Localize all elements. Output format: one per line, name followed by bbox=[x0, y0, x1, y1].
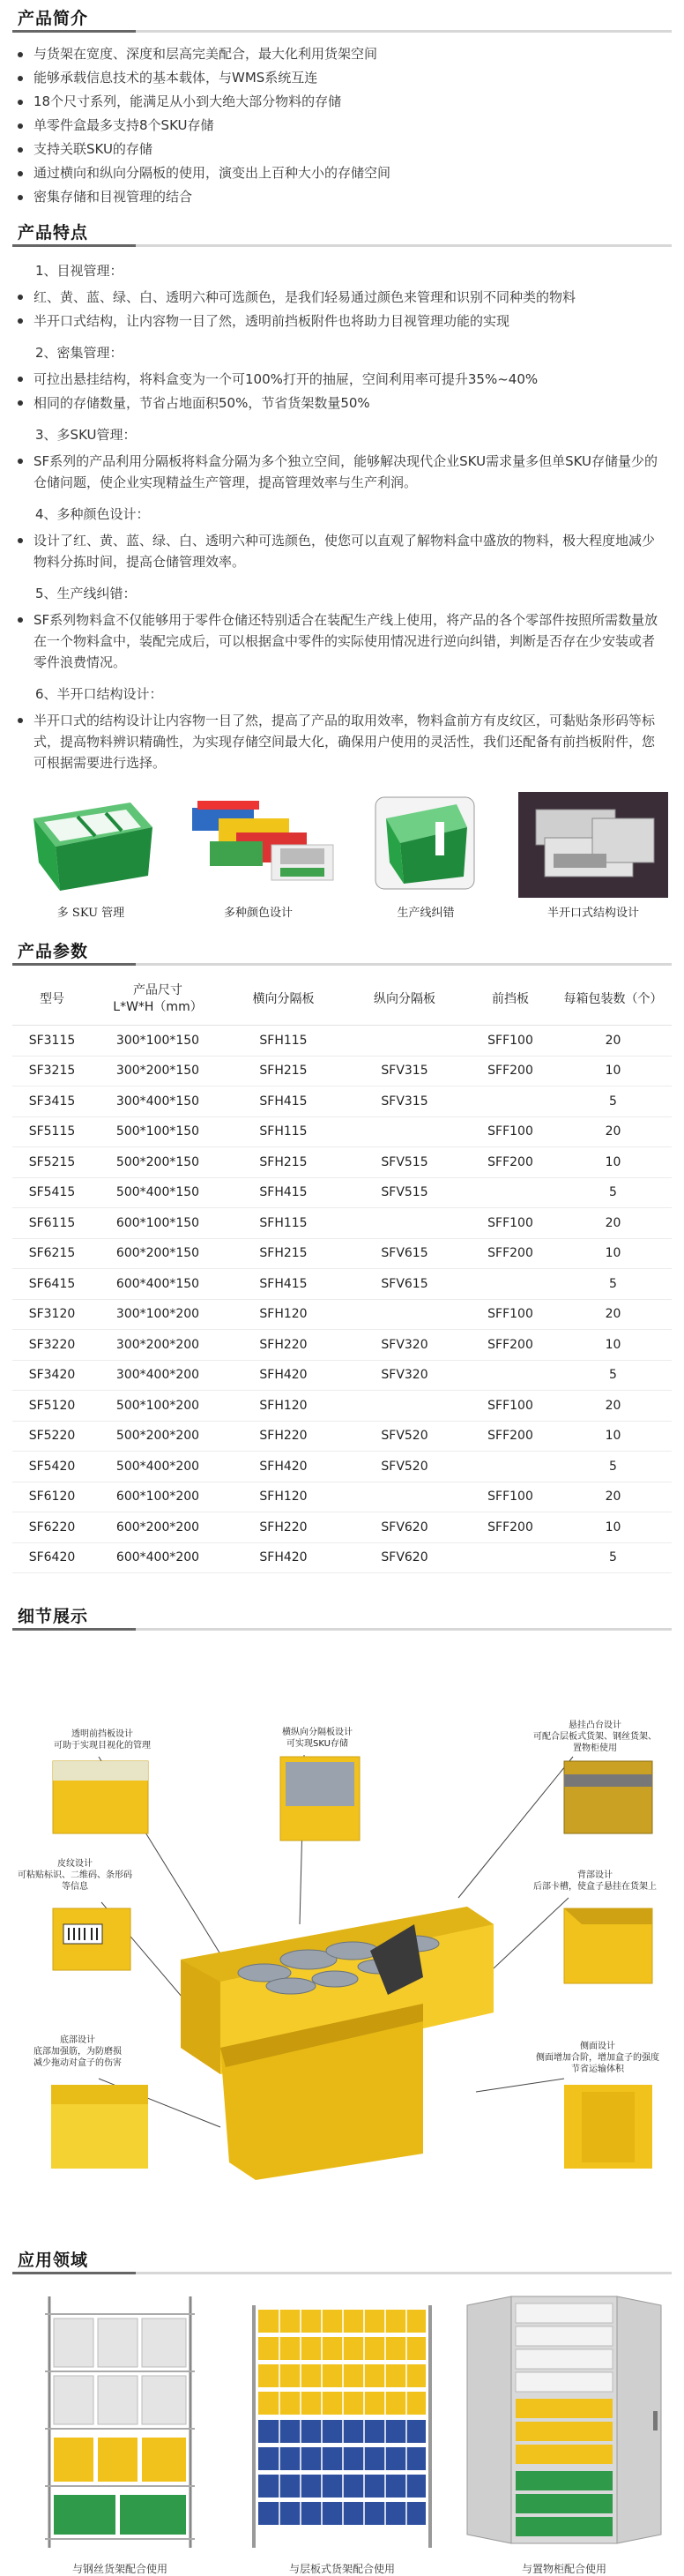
table-cell: 600*100*150 bbox=[92, 1208, 224, 1239]
section-header-applications bbox=[0, 2242, 684, 2277]
multicolor-bins-image bbox=[175, 792, 342, 898]
section-divider bbox=[12, 2272, 672, 2274]
table-cell: SFV515 bbox=[343, 1177, 466, 1208]
table-cell: SFH120 bbox=[224, 1391, 343, 1422]
feature-item: SF系列的产品利用分隔板将料盒分隔为多个独立空间，能够解决现代企业SKU需求量多但单SKU存储量少的仓储问题，使企业实现精益生产管理，提高管理效率与生产利润。 bbox=[0, 451, 684, 493]
table-cell: SF6220 bbox=[12, 1512, 92, 1543]
table-cell: SFH220 bbox=[224, 1421, 343, 1452]
table-cell: SF3420 bbox=[12, 1360, 92, 1391]
intro-item: 能够承载信息技术的基本载体，与WMS系统互连 bbox=[0, 66, 684, 90]
table-cell: SF5220 bbox=[12, 1421, 92, 1452]
table-cell: 10 bbox=[554, 1238, 672, 1269]
table-cell bbox=[466, 1360, 554, 1391]
intro-item: 支持关联SKU的存储 bbox=[0, 138, 684, 161]
table-row bbox=[12, 1086, 672, 1117]
table-cell: 20 bbox=[554, 1299, 672, 1330]
table-row bbox=[12, 1391, 672, 1422]
feature-list bbox=[0, 287, 684, 332]
intro-item: 单零件盒最多支持8个SKU存储 bbox=[0, 114, 684, 138]
table-cell: SF6115 bbox=[12, 1208, 92, 1239]
table-row bbox=[12, 1026, 672, 1057]
table-cell: 20 bbox=[554, 1026, 672, 1057]
feature-list bbox=[0, 710, 684, 773]
table-cell: SF5420 bbox=[12, 1452, 92, 1482]
table-cell: SFF100 bbox=[466, 1026, 554, 1057]
table-cell: 500*100*150 bbox=[92, 1116, 224, 1147]
table-cell: SFF200 bbox=[466, 1147, 554, 1178]
table-cell bbox=[343, 1026, 466, 1057]
table-cell: 500*100*200 bbox=[92, 1391, 224, 1422]
feature-item: SF系列物料盒不仅能够用于零件仓储还特别适合在装配生产线上使用，将产品的各个零部件按照所需数量放在一个物料盒中，装配完成后，可以根据盒中零件的实际使用情况进行逆向纠错，判断是否存在少安装或者零件浪费情况。 bbox=[0, 609, 684, 673]
table-row bbox=[12, 1542, 672, 1573]
table-row bbox=[12, 1056, 672, 1086]
table-cell: SF6415 bbox=[12, 1269, 92, 1300]
label-side: 侧面设计 侧面增加合阶，增加盒子的强度 节省运输体积 bbox=[536, 2042, 659, 2074]
table-cell: SF5115 bbox=[12, 1116, 92, 1147]
table-cell bbox=[343, 1116, 466, 1147]
table-cell: SF5215 bbox=[12, 1147, 92, 1178]
feature-caption: 多种颜色设计 bbox=[223, 907, 293, 920]
table-cell: SFV615 bbox=[343, 1238, 466, 1269]
table-cell: SFH420 bbox=[224, 1452, 343, 1482]
table-cell: SFH120 bbox=[224, 1482, 343, 1512]
table-row bbox=[12, 1512, 672, 1543]
section-divider bbox=[12, 30, 672, 33]
section-title: 应用领域 bbox=[18, 2251, 89, 2270]
section-header-params bbox=[0, 933, 684, 968]
table-cell: 600*200*200 bbox=[92, 1512, 224, 1543]
feature-item: 可拉出悬挂结构，将料盒变为一个可100%打开的抽屉，空间利用率可提升35%~40% bbox=[0, 369, 684, 390]
table-cell: 5 bbox=[554, 1542, 672, 1573]
table-cell: 5 bbox=[554, 1177, 672, 1208]
feature-list bbox=[0, 609, 684, 673]
section-divider bbox=[12, 963, 672, 966]
table-cell: 500*400*200 bbox=[92, 1452, 224, 1482]
feature-caption: 生产线纠错 bbox=[397, 907, 455, 920]
table-cell bbox=[343, 1299, 466, 1330]
feature-heading: 2、密集管理： bbox=[35, 345, 123, 361]
table-header-cell: 横向分隔板 bbox=[224, 974, 343, 1026]
table-cell: 500*200*150 bbox=[92, 1147, 224, 1178]
table-cell: SF5120 bbox=[12, 1391, 92, 1422]
table-cell: SFH220 bbox=[224, 1330, 343, 1361]
table-cell: SFF200 bbox=[466, 1056, 554, 1086]
table-cell bbox=[343, 1482, 466, 1512]
green-bin-image bbox=[25, 792, 157, 898]
detail-diagram bbox=[0, 1633, 684, 2242]
table-row bbox=[12, 1330, 672, 1361]
table-cell: 300*100*150 bbox=[92, 1026, 224, 1057]
table-row bbox=[12, 1116, 672, 1147]
application-caption: 与层板式货架配合使用 bbox=[288, 2563, 395, 2575]
table-cell: 300*200*150 bbox=[92, 1056, 224, 1086]
table-cell: SF6215 bbox=[12, 1238, 92, 1269]
layer-shelf-image bbox=[241, 2288, 443, 2552]
table-cell bbox=[466, 1086, 554, 1117]
cabinet-image bbox=[463, 2288, 665, 2552]
intro-item: 与货架在宽度、深度和层高完美配合，最大化利用货架空间 bbox=[0, 42, 684, 66]
label-hanging: 悬挂凸台设计 可配合层板式货架、钢丝货架、 置物柜使用 bbox=[533, 1721, 657, 1753]
feature-caption: 半开口式结构设计 bbox=[546, 907, 639, 920]
table-header-cell: 每箱包装数（个） bbox=[554, 974, 672, 1026]
table-cell: 300*200*200 bbox=[92, 1330, 224, 1361]
table-cell: 300*400*150 bbox=[92, 1086, 224, 1117]
feature-image-multi-sku bbox=[12, 792, 169, 924]
label-dividers: 横纵向分隔板设计 可实现SKU存储 bbox=[282, 1728, 353, 1749]
feature-image-error-proofing bbox=[347, 792, 504, 924]
section-title: 产品特点 bbox=[18, 223, 89, 243]
table-cell: SFH415 bbox=[224, 1086, 343, 1117]
label-bottom: 底部设计 底部加强筋，为防磨损 减少拖动对盒子的伤害 bbox=[33, 2035, 122, 2068]
table-cell: SFV320 bbox=[343, 1360, 466, 1391]
table-row bbox=[12, 1238, 672, 1269]
table-header-cell: 纵向分隔板 bbox=[343, 974, 466, 1026]
features-list bbox=[0, 250, 684, 773]
label-texture: 皮纹设计 可粘贴标识、二维码、条形码 等信息 bbox=[18, 1859, 132, 1892]
table-row bbox=[12, 1177, 672, 1208]
table-cell: 20 bbox=[554, 1208, 672, 1239]
table-cell: 20 bbox=[554, 1482, 672, 1512]
table-cell: 5 bbox=[554, 1452, 672, 1482]
table-cell: SFF100 bbox=[466, 1116, 554, 1147]
table-cell: 10 bbox=[554, 1056, 672, 1086]
table-cell: SFF200 bbox=[466, 1512, 554, 1543]
table-cell: 10 bbox=[554, 1147, 672, 1178]
table-cell bbox=[466, 1269, 554, 1300]
intro-item: 密集存储和目视管理的结合 bbox=[0, 185, 684, 209]
section-divider bbox=[12, 1628, 672, 1631]
table-cell: SFH415 bbox=[224, 1269, 343, 1300]
table-cell: SFH420 bbox=[224, 1360, 343, 1391]
table-body bbox=[12, 1026, 672, 1573]
feature-list bbox=[0, 530, 684, 572]
feature-caption: 多 SKU 管理 bbox=[56, 907, 125, 920]
table-cell: 600*400*150 bbox=[92, 1269, 224, 1300]
table-cell: SFF100 bbox=[466, 1208, 554, 1239]
table-row bbox=[12, 1452, 672, 1482]
table-header-cell: 前挡板 bbox=[466, 974, 554, 1026]
feature-heading: 4、多种颜色设计： bbox=[35, 506, 150, 522]
table-cell: SFH115 bbox=[224, 1116, 343, 1147]
table-row bbox=[12, 1147, 672, 1178]
table-cell: 600*100*200 bbox=[92, 1482, 224, 1512]
feature-image-colors bbox=[180, 792, 337, 924]
table-cell: SFH215 bbox=[224, 1056, 343, 1086]
table-cell: SF6420 bbox=[12, 1542, 92, 1573]
table-cell: 600*200*150 bbox=[92, 1238, 224, 1269]
table-cell: 500*200*200 bbox=[92, 1421, 224, 1452]
table-cell bbox=[466, 1542, 554, 1573]
table-cell: SF3220 bbox=[12, 1330, 92, 1361]
application-wire-shelf bbox=[14, 2288, 226, 2576]
section-title: 产品参数 bbox=[18, 942, 89, 961]
table-cell: SFF200 bbox=[466, 1238, 554, 1269]
table-cell: SFF100 bbox=[466, 1482, 554, 1512]
feature-item: 红、黄、蓝、绿、白、透明六种可选颜色，是我们轻易通过颜色来管理和识别不同种类的物料 bbox=[0, 287, 684, 308]
table-header-row bbox=[12, 974, 672, 1026]
table-cell bbox=[466, 1177, 554, 1208]
intro-item: 通过横向和纵向分隔板的使用，演变出上百种大小的存储空间 bbox=[0, 161, 684, 185]
feature-list bbox=[0, 369, 684, 414]
wire-shelf-image bbox=[32, 2288, 208, 2552]
table-cell: SFV315 bbox=[343, 1086, 466, 1117]
application-layer-shelf bbox=[236, 2288, 448, 2576]
table-row bbox=[12, 1360, 672, 1391]
table-cell: SFV615 bbox=[343, 1269, 466, 1300]
table-cell: SFH215 bbox=[224, 1147, 343, 1178]
section-header-intro bbox=[0, 0, 684, 35]
table-cell: SFF100 bbox=[466, 1391, 554, 1422]
table-cell: SFH415 bbox=[224, 1177, 343, 1208]
table-cell: SFV620 bbox=[343, 1512, 466, 1543]
green-bin-closeup-image bbox=[368, 792, 483, 898]
application-caption: 与置物柜配合使用 bbox=[521, 2563, 606, 2575]
section-header-details bbox=[0, 1598, 684, 1633]
feature-heading: 3、多SKU管理： bbox=[35, 427, 137, 443]
feature-heading: 6、半开口结构设计： bbox=[35, 686, 163, 702]
feature-image-half-open bbox=[515, 792, 672, 924]
table-cell: SF3120 bbox=[12, 1299, 92, 1330]
table-cell: SFV515 bbox=[343, 1147, 466, 1178]
table-cell: SFH115 bbox=[224, 1026, 343, 1057]
feature-heading: 5、生产线纠错： bbox=[35, 586, 137, 601]
table-cell: SFH115 bbox=[224, 1208, 343, 1239]
table-cell: SF5415 bbox=[12, 1177, 92, 1208]
table-cell: 20 bbox=[554, 1116, 672, 1147]
feature-item: 相同的存储数量，节省占地面积50%，节省货架数量50% bbox=[0, 392, 684, 414]
table-cell: 600*400*200 bbox=[92, 1542, 224, 1573]
table-cell: SFH215 bbox=[224, 1238, 343, 1269]
table-cell: 300*400*200 bbox=[92, 1360, 224, 1391]
table-cell: 5 bbox=[554, 1269, 672, 1300]
table-cell: 300*100*200 bbox=[92, 1299, 224, 1330]
table-cell: SF3415 bbox=[12, 1086, 92, 1117]
table-cell: 10 bbox=[554, 1330, 672, 1361]
table-cell: SFH220 bbox=[224, 1512, 343, 1543]
table-header-cell: 产品尺寸 L*W*H（mm） bbox=[92, 974, 224, 1026]
table-cell: SFV315 bbox=[343, 1056, 466, 1086]
table-cell bbox=[343, 1208, 466, 1239]
table-header-cell: 型号 bbox=[12, 974, 92, 1026]
application-caption: 与钢丝货架配合使用 bbox=[71, 2563, 167, 2575]
table-cell: SF6120 bbox=[12, 1482, 92, 1512]
application-cabinet bbox=[458, 2288, 670, 2576]
table-cell: 20 bbox=[554, 1391, 672, 1422]
table-cell: SFV320 bbox=[343, 1330, 466, 1361]
feature-item: 半开口式结构，让内容物一目了然，透明前挡板附件也将助力目视管理功能的实现 bbox=[0, 310, 684, 332]
application-row bbox=[0, 2277, 684, 2576]
section-title: 产品简介 bbox=[18, 9, 89, 28]
feature-list bbox=[0, 451, 684, 493]
section-header-features bbox=[0, 214, 684, 250]
table-cell: SFH120 bbox=[224, 1299, 343, 1330]
table-cell: SFH420 bbox=[224, 1542, 343, 1573]
spec-table bbox=[12, 974, 672, 1573]
section-divider bbox=[12, 244, 672, 247]
table-row bbox=[12, 1299, 672, 1330]
section-title: 细节展示 bbox=[18, 1607, 89, 1626]
feature-heading: 1、目视管理： bbox=[35, 263, 123, 279]
table-row bbox=[12, 1421, 672, 1452]
table-cell: 10 bbox=[554, 1512, 672, 1543]
table-row bbox=[12, 1482, 672, 1512]
table-cell: SFF200 bbox=[466, 1421, 554, 1452]
table-cell: SF3215 bbox=[12, 1056, 92, 1086]
feature-image-row bbox=[0, 776, 684, 924]
feature-item: 设计了红、黄、蓝、绿、白、透明六种可选颜色，使您可以直观了解物料盒中盛放的物料，极大程度地减少物料分拣时间，提高仓储管理效率。 bbox=[0, 530, 684, 572]
table-cell: SFV620 bbox=[343, 1542, 466, 1573]
table-cell bbox=[466, 1452, 554, 1482]
label-back-clip: 背部设计 后部卡槽，使盒子悬挂在货架上 bbox=[533, 1870, 657, 1892]
table-cell: SFF100 bbox=[466, 1299, 554, 1330]
intro-item: 18个尺寸系列，能满足从小到大绝大部分物料的存储 bbox=[0, 90, 684, 114]
table-cell: SFV520 bbox=[343, 1421, 466, 1452]
table-row bbox=[12, 1208, 672, 1239]
table-cell: SFV520 bbox=[343, 1452, 466, 1482]
table-cell bbox=[343, 1391, 466, 1422]
table-cell: SFF200 bbox=[466, 1330, 554, 1361]
table-cell: 10 bbox=[554, 1421, 672, 1452]
intro-list bbox=[0, 35, 684, 214]
stacked-bins-image bbox=[518, 792, 668, 898]
label-front-board: 透明前挡板设计 可助于实现目视化的管理 bbox=[54, 1729, 151, 1751]
table-cell: 5 bbox=[554, 1360, 672, 1391]
table-cell: SF3115 bbox=[12, 1026, 92, 1057]
table-cell: 5 bbox=[554, 1086, 672, 1117]
feature-item: 半开口式的结构设计让内容物一目了然，提高了产品的取用效率，物料盒前方有皮纹区，可黏贴条形码等标式，提高物料辨识精确性，为实现存储空间最大化，确保用户使用的灵活性，我们还配备有前挡板附件，您可根据需要进行选择。 bbox=[0, 710, 684, 773]
table-cell: 500*400*150 bbox=[92, 1177, 224, 1208]
table-row bbox=[12, 1269, 672, 1300]
